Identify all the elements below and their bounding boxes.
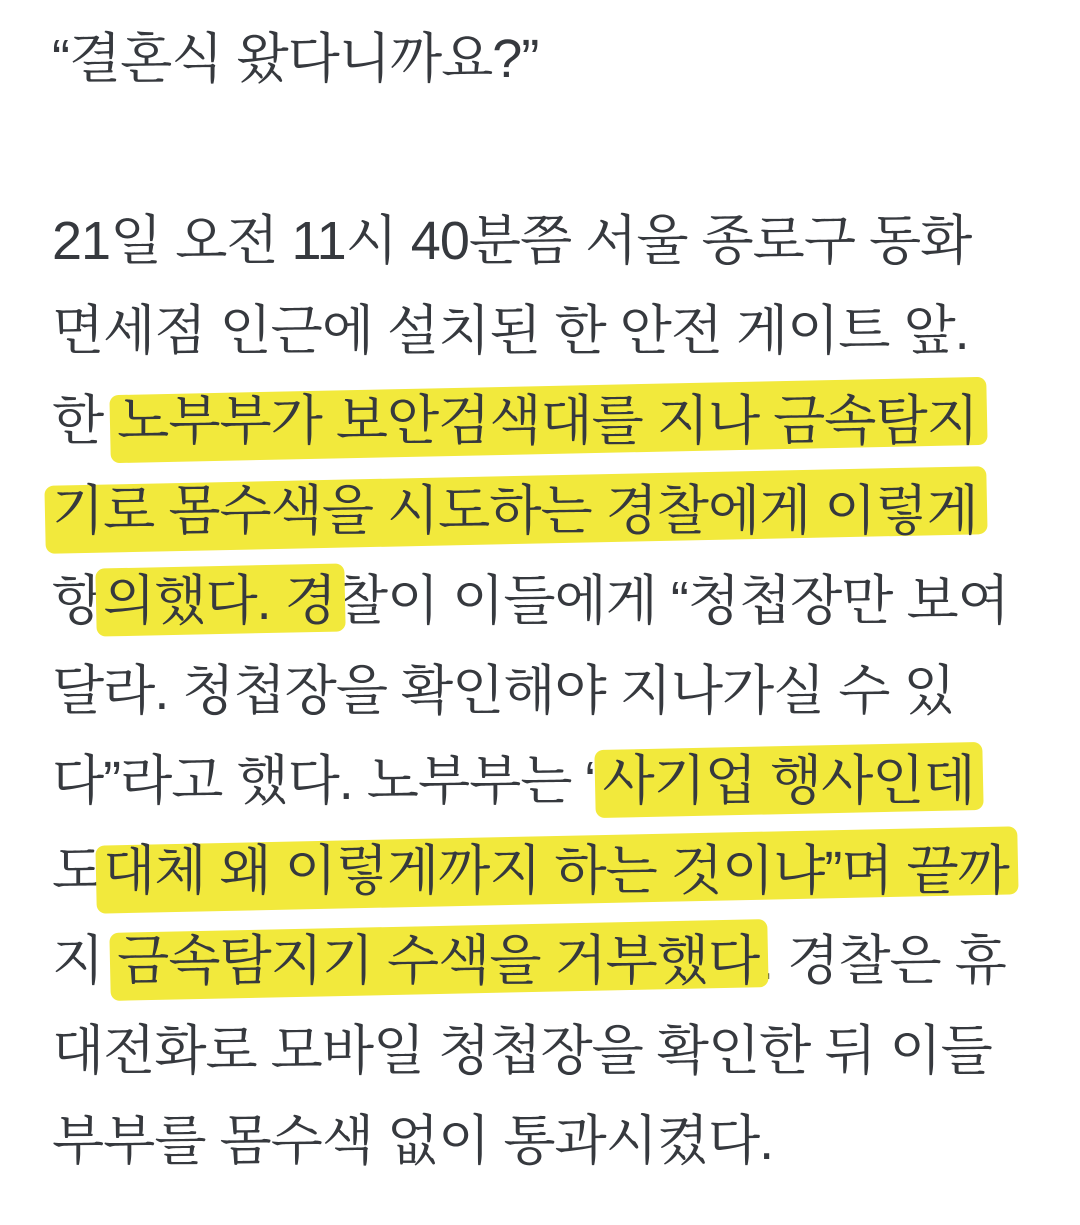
highlighted-text: 의했다. 경 bbox=[103, 571, 336, 631]
text-segment: 지 bbox=[52, 931, 118, 991]
highlighted-text: 금속탐지기 수색을 거부했다 bbox=[117, 931, 760, 991]
highlighted-text: 기로 몸수색을 시도하는 경찰에게 이렇게 bbox=[52, 481, 978, 541]
text-segment: . 경찰은 휴 bbox=[759, 931, 1006, 991]
text-line bbox=[52, 376, 1056, 466]
text-segment: 부부를 몸수색 없이 통과시켰다. bbox=[52, 1111, 774, 1171]
highlighted-text: 노부부가 보안검색대를 지나 금속탐지 bbox=[117, 391, 978, 451]
text-segment: 한 bbox=[52, 391, 118, 451]
headline: “결혼식 왔다니까요?” bbox=[52, 29, 539, 89]
text-line bbox=[52, 196, 1056, 286]
text-segment: 달라. 청첩장을 확인해야 지나가실 수 있 bbox=[52, 661, 955, 721]
text-segment: 항 bbox=[52, 571, 104, 631]
text-line bbox=[52, 466, 1056, 556]
text-line bbox=[52, 916, 1056, 1006]
text-line bbox=[52, 646, 1056, 736]
highlighted-text: 대체 왜 이렇게까지 하는 것이냐”며 끝까 bbox=[103, 841, 1009, 901]
article-body bbox=[52, 196, 1056, 1186]
text-segment: 도 bbox=[52, 841, 104, 901]
text-line bbox=[52, 1096, 1056, 1186]
text-segment: 21일 오전 11시 40분쯤 서울 종로구 동화 bbox=[52, 211, 972, 271]
text-segment: 찰이 이들에게 “청첩장만 보여 bbox=[335, 571, 1009, 631]
text-line bbox=[52, 286, 1056, 376]
text-line bbox=[52, 736, 1056, 826]
text-line bbox=[52, 1006, 1056, 1096]
text-line bbox=[52, 556, 1056, 646]
text-segment: 다”라고 했다. 노부부는 “ bbox=[52, 751, 603, 811]
text-segment: 면세점 인근에 설치된 한 안전 게이트 앞. bbox=[52, 301, 969, 361]
text-segment: 대전화로 모바일 청첩장을 확인한 뒤 이들 bbox=[52, 1021, 992, 1081]
text-line bbox=[52, 826, 1056, 916]
highlighted-text: 사기업 행사인데 bbox=[602, 751, 975, 811]
